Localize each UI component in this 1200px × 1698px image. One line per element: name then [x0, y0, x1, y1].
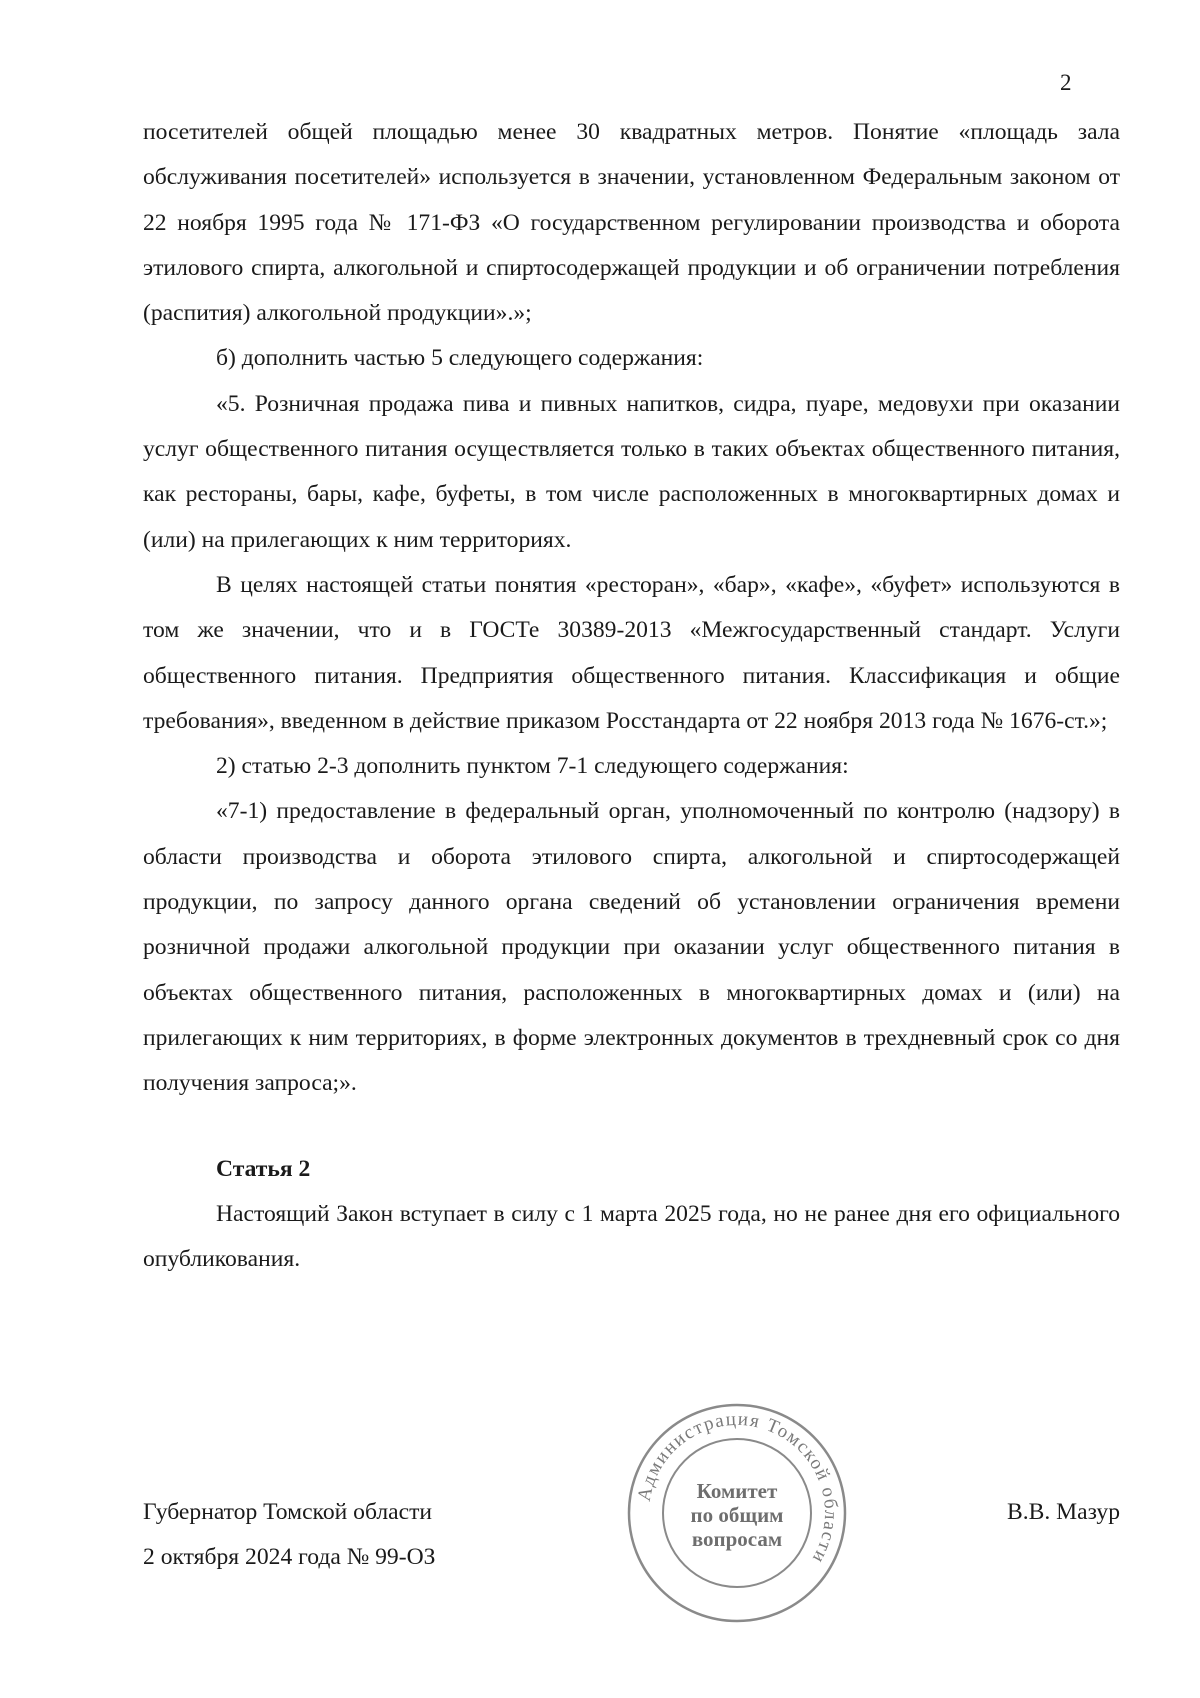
stamp-line-1: Комитет — [696, 1479, 778, 1503]
stamp-line-3: вопросам — [691, 1527, 783, 1551]
stamp-line-2: по общим — [690, 1503, 784, 1527]
paragraph-6: «7-1) предоставление в федеральный орган, уполномоченный по контролю (надзору) в области производства и оборота этилового спирта, алкогольной и спиртосодержащей продукции, по запросу данного органа сведений об установлении ограничения времени розничной продажи алкогольной продукции при оказании услуг общественного питания в объектах общественного питания, расположенных в многоквартирных домах и (или) на прилегающих к ним территориях, в форме электронных документов в трехдневный срок со дня получения запроса;». — [143, 798, 1120, 1097]
article-text: Настоящий Закон вступает в силу с 1 марта 2025 года, но не ранее дня его официального опубликования. — [143, 1200, 1120, 1273]
paragraph-5: 2) статью 2-3 дополнить пунктом 7-1 следующего содержания: — [216, 753, 849, 780]
paragraph-3: «5. Розничная продажа пива и пивных напитков, сидра, пуаре, медовухи при оказании услуг общественного питания осуществляется только в таких объектах общественного питания, как рестораны, бары, кафе, буфеты, в том числе расположенных в многоквартирных домах и (или) на прилегающих к ним территориях. — [143, 390, 1120, 553]
law-date-number: 2 октября 2024 года № 99-ОЗ — [143, 1544, 436, 1571]
paragraph-4: В целях настоящей статьи понятия «ресторан», «бар», «кафе», «буфет» используются в том же значении, что и в ГОСТе 30389-2013 «Межгосударственный стандарт. Услуги общественного питания. Предприятия общественного питания. Классификация и общие требования», введенном в действие приказом Росстандарта от 22 ноября 2013 года № 1676-ст.»; — [143, 571, 1120, 734]
paragraph-1: посетителей общей площадью менее 30 квадратных метров. Понятие «площадь зала обслуживания посетителей» используется в значении, установленном Федеральным законом от 22 ноября 1995 года № 171-ФЗ «О государственном регулировании производства и оборота этилового спирта, алкогольной и спиртосодержащей продукции и об ограничении потребления (распития) алкогольной продукции».»; — [143, 119, 1120, 327]
official-stamp — [622, 1398, 852, 1628]
article-heading: Статья 2 — [216, 1155, 311, 1182]
page-number: 2 — [1060, 70, 1072, 95]
paragraph-2: б) дополнить частью 5 следующего содержания: — [216, 345, 704, 372]
document-body — [143, 110, 1120, 1282]
stamp-ring-text: Администрация Томской области — [633, 1408, 842, 1568]
signatory-position: Губернатор Томской области — [143, 1499, 433, 1525]
signatory-name: В.В. Мазур — [1006, 1499, 1120, 1525]
